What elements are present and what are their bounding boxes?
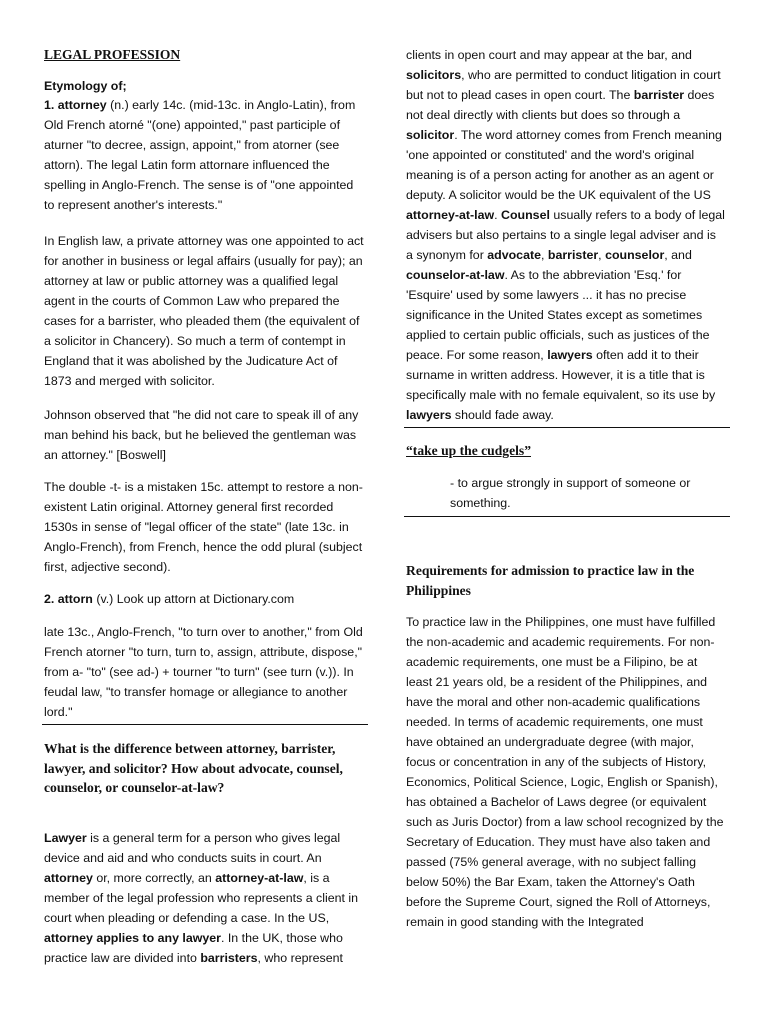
continuation-text: should fade away. [451,408,554,422]
continuation-text: . As to the abbreviation 'Esq.' for 'Esquire' used by some lawyers ... it has no precise significance in the United States except as sometimes applied to certain public officials, such as justices of the peace. For some reason, [406,268,710,362]
requirements-paragraph: To practice law in the Philippines, one must have fulfilled the non-academic and academic requirements. For non-academic requirements, one must be a Filipino, be at least 21 years old, be a resident of the Philippines, and have the moral and other non-academic qualifications needed. In terms of academic requirements, one must have obtained an undergraduate degree (with major, focus or concentration in any of the subjects of History, Economics, Political Science, Logic, English or Spanish), has obtained a Bachelor of Laws degree (or equivalent such as Juris Doctor) from a law school recognized by the Secretary of Education. They must have also taken and passed (75% general average, with no subject falling below 50%) the Bar Exam, taken the Attorney's Oath before the Supreme Court, signed the Roll of Attorneys, remain in good standing with the Integrated [406,615,724,929]
term-lawyers: lawyers [547,348,593,362]
term-lawyer: Lawyer [44,831,87,845]
term-barristers: barristers [200,951,258,965]
lawyer-text: or, more correctly, an [92,871,216,885]
continuation-text: . [494,208,502,222]
continuation-text: usually refers to a body of legal advisers but also pertains to a single legal adviser and is a synonym for [406,208,725,262]
term-counselor-at-law: counselor-at-law [406,268,505,282]
lawyer-text: , is a member of the legal profession who represents a client in court when pleading or defending a case. In the US, [44,871,359,925]
term-solicitor: solicitor [406,128,455,142]
term-advocate: advocate [487,248,541,262]
continuation-text: , [598,248,606,262]
attorn-entry-term: 2. attorn [44,592,93,606]
term-solicitors: solicitors [406,68,462,82]
paragraph-lawyer-definition [44,828,364,968]
section-divider [404,516,730,517]
continuation-text: . The word attorney comes from French meaning 'one appointed or constituted' and the word's original meaning is of a person acting for another as an agent or deputy. A solicitor would be the UK equivalent of the US [406,128,722,202]
term-attorney-at-law: attorney-at-law [215,871,304,885]
section-divider [404,427,730,428]
term-counsel: Counsel [501,208,550,222]
term-barrister: barrister [547,248,599,262]
paragraph-english-law: In English law, a private attorney was one appointed to act for another in business or legal affairs (usually for pay); an attorney at law or public attorney was a qualified legal agent in the courts of Common Law who prepared the cases for a barrister, who pleaded them (the equivalent of a solicitor in Chancery). So much a term of contempt in England that it was abolished by the Judicature Act of 1873 and merged with solicitor. [44,234,364,388]
continuation-text: , who are permitted to conduct litigation in court but not to plead cases in open court. The [406,68,721,102]
etymology-attorn [44,589,364,609]
etymology-label: Etymology of; [44,79,127,93]
idiom-heading: “take up the cudgels” [406,443,531,458]
paragraph-continuation [406,45,726,425]
lawyer-text: . In the UK, those who practice law are divided into [44,931,343,965]
etymology-attorney [44,95,364,215]
term-attorney-at-law: attorney-at-law [406,208,495,222]
paragraph-johnson: Johnson observed that "he did not care to speak ill of any man behind his back, but he believed the gentleman was an attorney." [Boswell] [44,408,359,462]
question-heading: What is the difference between attorney, barrister, lawyer, and solicitor? How about advocate, counsel, counselor, or counselor-at-law? [44,741,343,795]
term-counselor: counselor [605,248,665,262]
attorney-entry-term: 1. attorney [44,98,107,112]
term-attorney-applies: attorney applies to any lawyer [44,931,221,945]
term-lawyers: lawyers [406,408,452,422]
continuation-text: clients in open court and may appear at the bar, and [406,48,692,62]
idiom-definition: - to argue strongly in support of someone or something. [450,476,691,510]
document-title: LEGAL PROFESSION [44,47,181,62]
attorn-entry-text: (v.) Look up attorn at Dictionary.com [92,592,295,606]
continuation-text: , and [664,248,692,262]
continuation-text: often add it to their surname in written address. However, it is a title that is specifically male with no female equivalent, so its use by [406,348,716,402]
lawyer-text: is a general term for a person who gives legal device and aid and who conducts suits in court. An [44,831,341,865]
term-barrister: barrister [633,88,685,102]
paragraph-double-t: The double -t- is a mistaken 15c. attempt to restore a non-existent Latin original. Attorney general first recorded 1530s in sense of "legal officer of the state" (late 13c. in Anglo-French), from French, hence the odd plural (subject first, adjective second). [44,480,363,574]
continuation-text: does not deal directly with clients but does so through a [406,88,715,122]
lawyer-text: , who represent [257,951,343,965]
section-divider [42,724,368,725]
attorney-entry-text: (n.) early 14c. (mid-13c. in Anglo-Latin), from Old French atorné "(one) appointed," past participle of aturner "to decree, assign, appoint," from atorner (see attorn). The legal Latin form attornare influenced the spelling in Anglo-French. The sense is of "one appointed to represent another's interests." [44,98,356,212]
term-attorney: attorney [44,871,93,885]
continuation-text: , [541,248,548,262]
paragraph-late-13c: late 13c., Anglo-French, "to turn over to another," from Old French atorner "to turn, turn to, assign, attribute, dispose," from a- "to" (see ad-) + tourner "to turn" (see turn (v.)). In feudal law, "to transfer homage or allegiance to another lord." [44,625,363,719]
requirements-heading: Requirements for admission to practice law in the Philippines [406,563,695,598]
